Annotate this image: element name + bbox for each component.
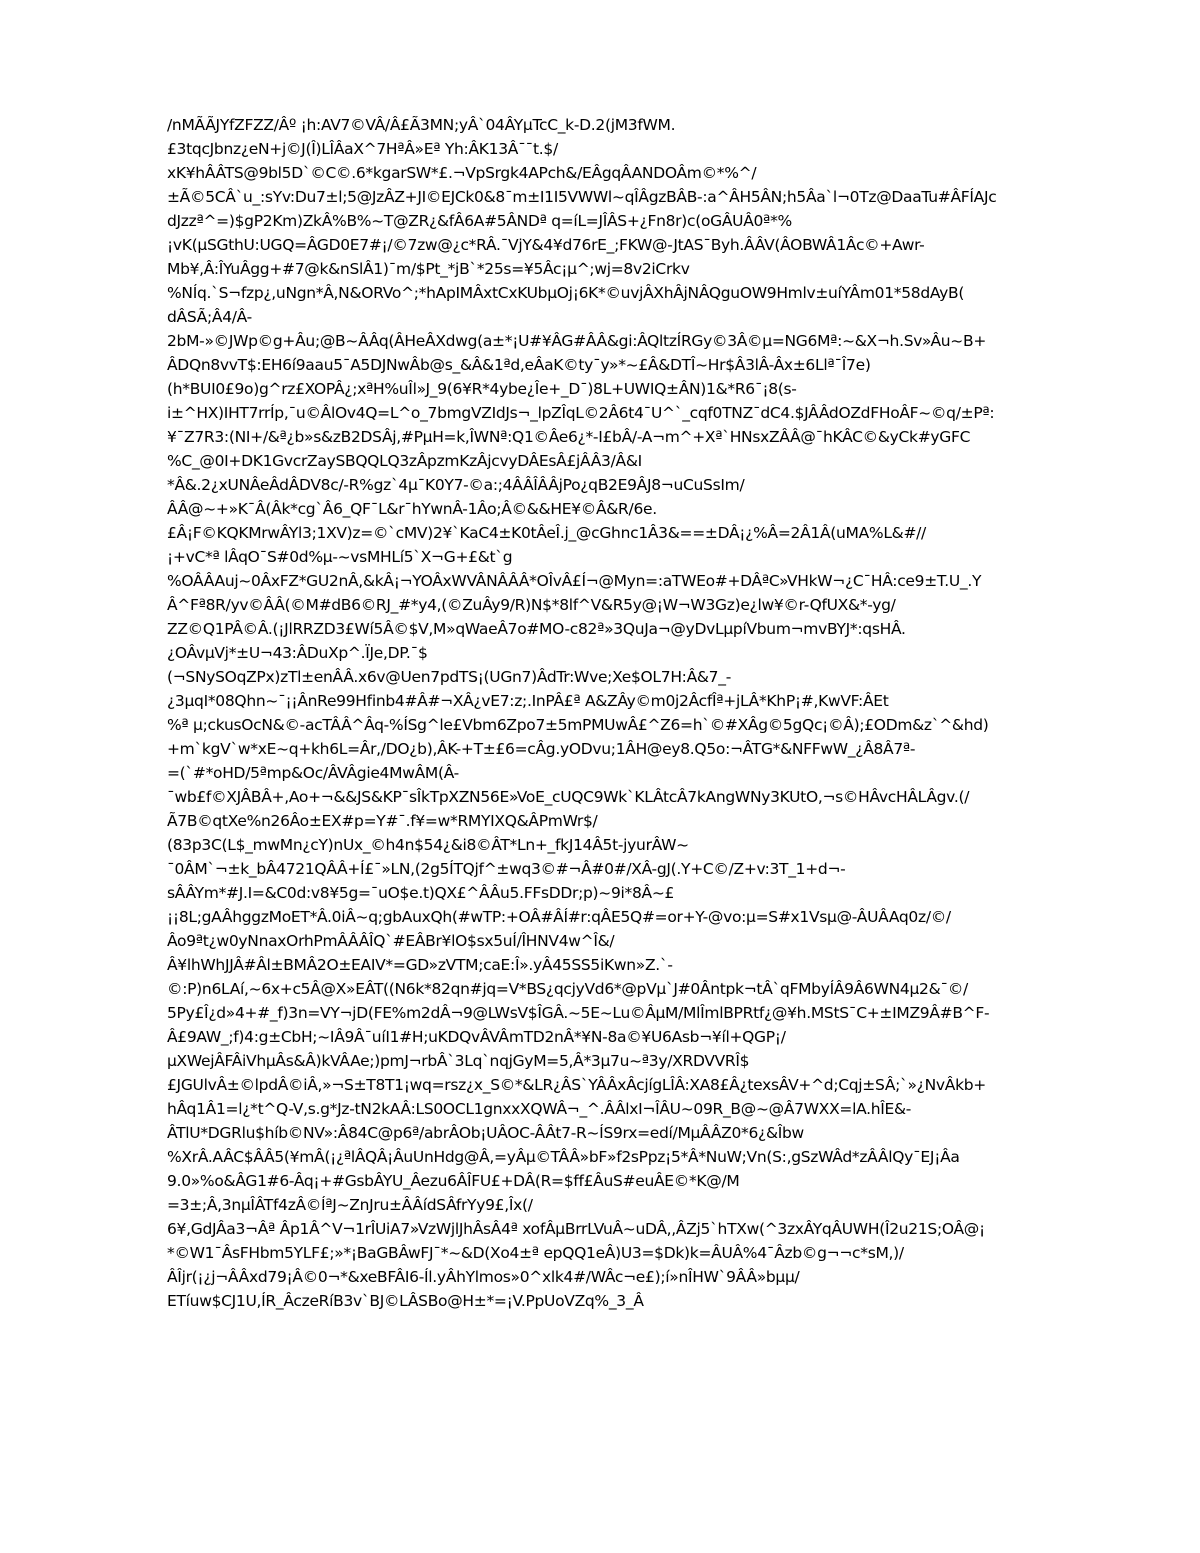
text-line: ¡¡8L;gAÂhggzMoET*Â.0iÂ~q;gbAuxQh(#wTP:+OÂ#ÂÍ#r:qÂE5Q#=or+Y-@vo:µ=S#x1Vsµ@-ÂUÂAq0z/©/ xyxy=(167,908,951,926)
text-line: ÂDQn8vvT$:EH6í9aau5¯A5DJNwÂb@s_&Â&1ªd,eÂaK©ty¯y»*~£Â&DTÎ~Hr$Â3lÂ-Âx±6Llª¯Î7e) xyxy=(167,356,871,374)
text-line: ¥¯Z7R3:(NI+/&ª¿b»s&zB2DSÂj,#PµH=k,ÎWNª:Q1©Âe6¿*-I£bÂ/-A¬m^+Xª`HNsxZÂÂ@¯hKÂC©&yCk#yGFC xyxy=(167,428,971,446)
text-line: %XrÂ.AÂC$ÂÂ5(¥mÂ(¡¿ªlÂQÂ¡ÂuUnHdg@Â,=yÂµ©TÂÂ»bF»f2sPpz¡5*Â*NuW;Vn(S:,gSzWÂd*zÂÂlQy¯EJ¡Âa xyxy=(167,1148,960,1166)
text-line: /nMÃÃJYfZFZZ/Âº ¡h:AV7©VÂ/Â£Ã3MN;yÂ`04ÂYµTcC_k-D.2(jM3fWM. xyxy=(167,116,676,134)
text-line: =3±;Â,3nµÎÂTf4zÂ©ÍªJ~ZnJru±ÂÂídSÂfrYy9£,Îx(/ xyxy=(167,1196,533,1214)
text-line: 2bM-»©JWp©g+Âu;@B~ÂÂq(ÂHeÂXdwg(a±*¡U#¥ÂG#ÂÂ&gi:ÂQltzÍRGy©3Â©µ=NG6Mª:~&X¬h.Sv»Âu~B+ xyxy=(167,332,987,350)
text-line: ©:P)n6LAí,~6x+c5Â@X»EÂT((N6k*82qn#jq=V*BS¿qcjyVd6*@pVµ`J#0Ântpk¬tÂ`qFMbyÍÂ9Â6WN4µ2&¯©/ xyxy=(167,980,968,998)
text-line: %C_@0I+DK1GvcrZaySBQQLQ3zÂpzmKzÂjcvyDÂEsÂ£jÂÂ3/Â&I xyxy=(167,452,642,470)
text-line: %OÂÂAuj~0ÂxFZ*GU2nÂ,&kÂ¡¬YOÂxWVÂNÂÂÂ*OÎvÂ£Í¬@Myn=:aTWEo#+DÂªC»VHkW¬¿C¯HÂ:ce9±T.U_.Y xyxy=(167,572,982,590)
text-line: ÂTlU*DGRlu$híb©NV»:Â84C@p6ª/abrÂOb¡UÂOC-ÂÂt7-R~ÍS9rx=edí/MµÂÂZ0*6¿&Îbw xyxy=(167,1124,804,1142)
text-line: ¡+vC*ª lÂqO¯S#0d%µ-~vsMHLí5`X¬G+£&t`g xyxy=(167,548,513,566)
text-line: £Â¡F©KQKMrwÂYl3;1XV)z=©`cMV)2¥`KaC4±K0tÂeÎ.j_@cGhnc1Â3&==±DÂ¡¿%Â=2Â1Â(uMA%L&#// xyxy=(167,524,926,542)
text-line: %NÍq.`S¬fzp¿,uNgn*Â,N&ORVo^;*hApIMÂxtCxKUbµOj¡6K*©uvjÂXhÂjNÂQguOW9Hmlv±uíYÂm01*58dAyB( xyxy=(167,284,965,302)
text-line: dÂSÃ;Â4/Â- xyxy=(167,308,252,326)
text-line: ETíuw$CJ1U,ÍR_ÂczeRíB3v`BJ©LÂSBo@H±*=¡V.PpUoVZq%_3_Â xyxy=(167,1292,644,1310)
text-line: dJzzª^=)$gP2Km)ZkÂ%B%~T@ZR¿&fÂ6A#5ÂNDª q=íL=JÎÂS+¿Fn8r)c(oGÂUÂ0ª*% xyxy=(167,212,792,230)
text-line: (¬SNySOqZPx)zTl±enÂÂ.x6v@Uen7pdTS¡(UGn7)ÂdTr:Wve;Xe$OL7H:Â&7_- xyxy=(167,668,731,686)
text-line: 9.0»%o&ÂG1#6-Âq¡+#GsbÂYU_Âezu6ÂÎFU£+DÂ(R=$ff£ÂuS#euÂE©*K@/M xyxy=(167,1172,740,1190)
text-line: µXWejÂFÂiVhµÂs&Â)kVÂAe;)pmJ¬rbÂ`3Lq`nqjGyM=5,Â*3µ7u~ª3y/XRDVVRÎ$ xyxy=(167,1052,750,1070)
text-line: ±Ã©5CÂ`u_:sYv:Du7±l;5@JzÂZ+JI©EJCk0&8¯m±I1I5VWWl~qÎÂgzBÂB-:a^ÂH5ÂN;h5Âa`l¬0Tz@DaaTu#ÂFÍAJc xyxy=(167,188,997,206)
text-line: Â£9AW_;f)4:g±CbH;~IÂ9Â¯uíI1#H;uKDQvÂVÂmTD2nÂ*¥N-8a©¥U6Asb¬¥íl+QGP¡/ xyxy=(167,1028,786,1046)
document-body xyxy=(167,113,1127,1385)
text-line xyxy=(167,1313,1127,1337)
text-line: i±^HX)IHT7rrÍp,¯u©ÂlOv4Q=L^o_7bmgVZIdJs¬_lpZÎqL©2Â6t4¯U^`_cqf0TNZ¯dC4.$JÂÂdOZdFHoÂF~©q/±Pª: xyxy=(167,404,995,422)
text-line: +m`kgV`w*xE~q+kh6L=Âr,/DO¿b),ÂK-+T±£6=cÂg.yODvu;1ÂH@ey8.Q5o:¬ÂTG*&NFFwW_¿Â8Â7ª- xyxy=(167,740,916,758)
text-line: ZZ©Q1PÂ©Â.(¡JlRRZD3£Wí5Â©$V,M»qWaeÂ7o#MO-c82ª»3QuJa¬@yDvLµpíVbum¬mvBYJ*:qsHÂ. xyxy=(167,620,906,638)
text-line: =(`#*oHD/5ªmp&Oc/ÂVÂgie4MwÂM(Â- xyxy=(167,764,459,782)
text-line xyxy=(167,1337,1127,1361)
text-line: Â^Fª8R/yv©ÂÂ(©M#dB6©RJ_#*y4,(©ZuÂy9/R)N$*8lf^V&R5y@¡W¬W3Gz)e¿lw¥©r-QfUX&*-yg/ xyxy=(167,596,896,614)
text-line: hÂq1Â1=l¿*t^Q-V,s.g*Jz-tN2kAÂ:LS0OCL1gnxxXQWÂ¬_^.ÂÂlxI¬ÎÂU~09R_B@~@Â7WXX=lA.hÎE&- xyxy=(167,1100,912,1118)
text-line: (h*BUI0£9o)g^rz£XOPÂ¿;xªH%uÎl»J_9(6¥R*4ybe¿Îe+_D¯)8L+UWIQ±ÂN)1&*R6¯¡8(s- xyxy=(167,380,797,398)
text-line: ¯wb£f©XJÂBÂ+,Ao+¬&&JS&KP¯sÎkTpXZN56E»VoE_cUQC9Wk`KLÂtcÂ7kAngWNy3KUtO,¬s©HÂvcHÂLÂgv.(/ xyxy=(167,788,970,806)
text-line: *Â&.2¿xUNÂeÂdÂDV8c/-R%gz`4µ¯K0Y7-©a:;4ÂÂÎÂÂjPo¿qB2E9ÂJ8¬uCuSsIm/ xyxy=(167,476,745,494)
text-line: Â¥lhWhJJÂ#Âl±BMÂ2O±EAIV*=GD»zVTM;caE:Î».yÂ45SS5iKwn»Z.`- xyxy=(167,956,673,974)
text-line: ¿OÂvµVj*±U¬43:ÂDuXp^.ÏJe,DP.¯$ xyxy=(167,644,428,662)
text-line: ¡vK(µSGthU:UGQ=ÂGD0E7#¡/©7zw@¿c*RÂ.¯VjY&4¥d76rE_;FKW@-JtAS¯Byh.ÂÂV(ÂOBWÂ1Âc©+Awr- xyxy=(167,236,925,254)
text-line: ÂÂ@~+»K¯Â(Âk*cg`Â6_QF¯L&r¯hYwnÂ-1Âo;Â©&&HE¥©Â&R/6e. xyxy=(167,500,657,518)
text-line: *©W1¯ÂsFHbm5YLF£;»*¡BaGBÂwFJ¯*~&D(Xo4±ª epQQ1eÂ)U3=$Dk)k=ÂUÂ%4¯Âzb©g¬¬c*sM,)/ xyxy=(167,1244,904,1262)
text-line: ÂÎjr(¡¿j¬ÂÂxd79¡Â©0¬*&xeBFÂI6-Íl.yÂhYlmos»0^xlk4#/WÂc¬e£);í»nÎHW`9ÂÂ»bµµ/ xyxy=(167,1268,800,1286)
text-line: ¯0ÂM`¬±k_bÂ4721QÂÂ+Í£¯»LN,(2g5ÍTQjf^±wq3©#¬Â#0#/XÂ-gJ(.Y+C©/Z+v:3T_1+d¬- xyxy=(167,860,846,878)
text-line xyxy=(167,1361,1127,1385)
text-line: ¿3µqI*08Qhn~¯¡¡ÂnRe99Hfinb4#Â#¬XÂ¿vE7:z;.InPÂ£ª A&ZÂy©m0j2ÂcfÎª+jLÂ*KhP¡#,KwVF:ÂEt xyxy=(167,692,889,710)
text-line: Mb¥,Â:ÎYuÂgg+#7@k&nSlÂ1)¯m/$Pt_*jB`*25s=¥5Âc¡µ^;wj=8v2iCrkv xyxy=(167,260,690,278)
text-line: sÂÂYm*#J.I=&C0d:v8¥5g=¯uO$e.t)QX£^ÂÂu5.FFsDDr;p)~9i*8Â~£ xyxy=(167,884,675,902)
text-line: £3tqcJbnz¿eN+j©J(Î)LÎÂaX^7HªÂ»Eª Yh:ÂK13Â¯¯t.$/ xyxy=(167,140,558,158)
text-line: xK¥hÂÂTS@9bl5D`©C©.6*kgarSW*£.¬VpSrgk4APch&/EÂgqÂANDOÂm©*%^/ xyxy=(167,164,757,182)
text-line: 5Py£Î¿d»4+#_f)3n=VY¬jD(FE%m2dÂ¬9@LWsV$ÎGÂ.~5E~Lu©ÂµM/MlÎmlBPRtf¿@¥h.MStS¯C+±IMZ9Â#B^F- xyxy=(167,1004,990,1022)
text-line: (83p3C(L$_mwMn¿cY)nUx_©h4n$54¿&i8©ÂT*Ln+_fkJ14Â5t-jyurÂW~ xyxy=(167,836,689,854)
text-line: 6¥,GdJÂa3¬Âª Âp1Â^V¬1rÎUiA7»VzWjlJhÂsÂ4ª xofÂµBrrLVuÂ~uDÂ,,ÂZj5`hTXw(^3zxÂYqÂUWH(Î2u21S;OÂ@¡ xyxy=(167,1220,985,1238)
text-line: Ã7B©qtXe%n26Âo±EX#p=Y#¯.f¥=w*RMYIXQ&ÂPmWr$/ xyxy=(167,812,598,830)
text-line: Âo9ªt¿w0yNnaxOrhPmÂÂÂÎQ`#EÂBr¥lO$sx5uÍ/ÎHNV4w^Î&/ xyxy=(167,932,615,950)
text-line: %ª µ;ckusOcN&©-acTÂÂ^Âq-%ÍSg^le£Vbm6Zpo7±5mPMUwÂ£^Z6=h`©#XÂg©5gQc¡©Â);£ODm&z`^&hd) xyxy=(167,716,989,734)
text-line: £JGUlvÂ±©lpdÂ©iÂ,»¬S±T8T1¡wq=rsz¿x_S©*&LR¿ÂS`YÂÂxÂcjígLÎÂ:XA8£Â¿texsÂV+^d;Cqj±SÂ;`»¿NvÂkb+ xyxy=(167,1076,986,1094)
